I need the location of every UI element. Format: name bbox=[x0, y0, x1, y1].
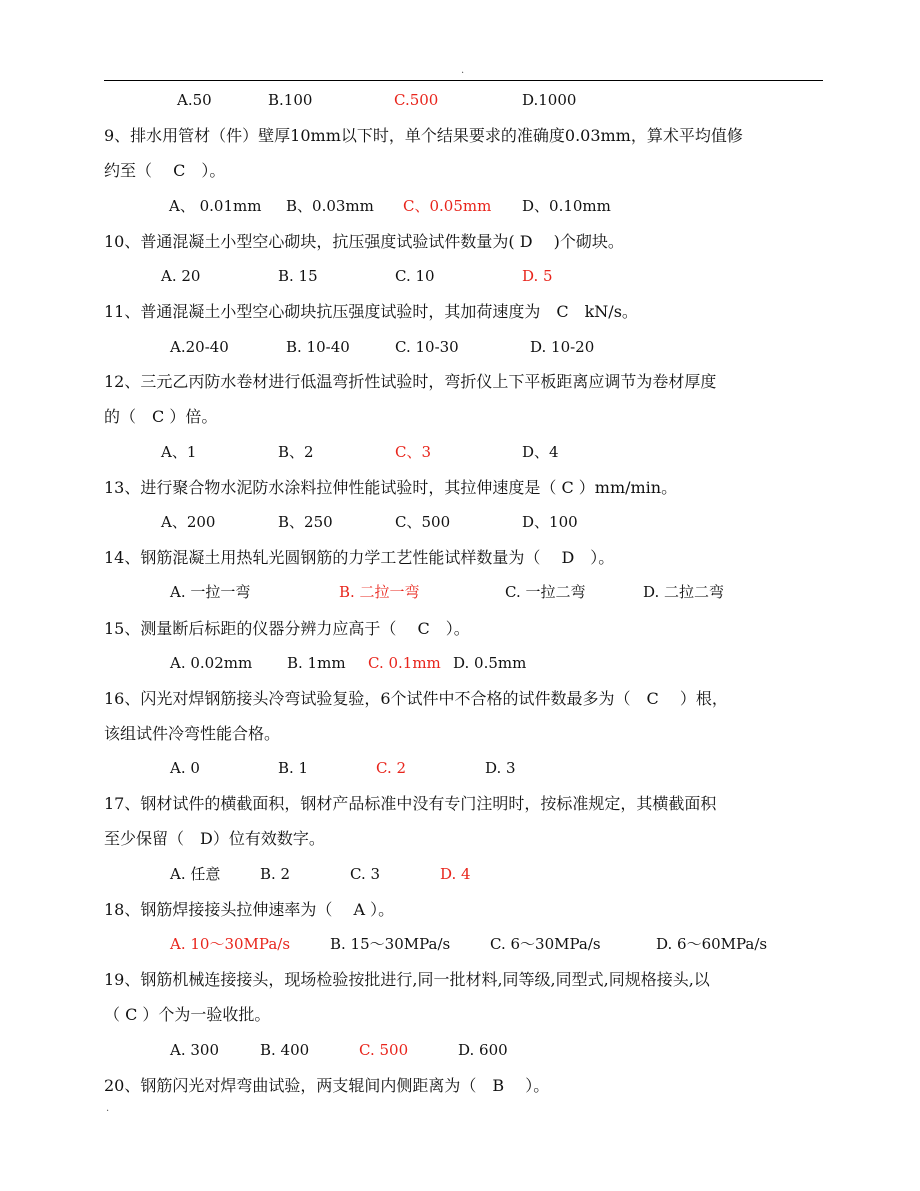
option-b: B. 15～30MPa/s bbox=[330, 935, 451, 953]
option-a: A、1 bbox=[161, 443, 197, 461]
option-d: D. 二拉二弯 bbox=[643, 583, 725, 601]
option-c: C、500 bbox=[395, 513, 451, 531]
option-a: A. 0.02mm bbox=[170, 654, 253, 672]
header-rule bbox=[104, 80, 823, 81]
question-13: 13、进行聚合物水泥防水涂料拉伸性能试验时，其拉伸速度是（ C ）mm/min。 bbox=[104, 478, 678, 497]
footer-dot: . bbox=[106, 1103, 110, 1114]
option-b: B. 10-40 bbox=[286, 338, 350, 356]
option-c-answer: C.500 bbox=[394, 91, 439, 109]
option-d-answer: D. 5 bbox=[522, 267, 553, 285]
question-14: 14、钢筋混凝土用热轧光圆钢筋的力学工艺性能试样数量为（ D ）。 bbox=[104, 548, 615, 567]
option-b: B. 15 bbox=[278, 267, 318, 285]
question-11: 11、普通混凝土小型空心砌块抗压强度试验时，其加荷速度为 C kN/s。 bbox=[104, 302, 638, 321]
option-d-answer: D. 4 bbox=[440, 865, 471, 883]
option-d: D. 0.5mm bbox=[453, 654, 527, 672]
question-16-line-1: 16、闪光对焊钢筋接头冷弯试验复验，6个试件中不合格的试件数最多为（ C ）根， bbox=[104, 689, 728, 708]
option-d: D. 3 bbox=[485, 759, 516, 777]
option-a: A. 20 bbox=[161, 267, 201, 285]
option-c: C. 一拉二弯 bbox=[505, 583, 586, 601]
option-b: B. 400 bbox=[260, 1041, 310, 1059]
question-9-line-1: 9、排水用管材（件）壁厚10mm以下时，单个结果要求的准确度0.03mm，算术平均值修 bbox=[104, 126, 743, 145]
question-17-line-1: 17、钢材试件的横截面积，钢材产品标准中没有专门注明时，按标准规定，其横截面积 bbox=[104, 794, 717, 813]
option-c-answer: C. 0.1mm bbox=[368, 654, 441, 672]
question-16-line-2: 该组试件冷弯性能合格。 bbox=[104, 724, 281, 743]
option-b: B. 2 bbox=[260, 865, 291, 883]
option-b: B.100 bbox=[268, 91, 313, 109]
option-a: A.50 bbox=[177, 91, 212, 109]
option-c: C. 6～30MPa/s bbox=[490, 935, 601, 953]
option-a: A.20-40 bbox=[170, 338, 229, 356]
question-9-line-2: 约至（ C ）。 bbox=[104, 161, 226, 180]
option-d: D、0.10mm bbox=[522, 197, 611, 215]
question-19-line-1: 19、钢筋机械连接接头，现场检验按批进行,同一批材料,同等级,同型式,同规格接头,以 bbox=[104, 970, 710, 989]
question-12-line-1: 12、三元乙丙防水卷材进行低温弯折性试验时，弯折仪上下平板距离应调节为卷材厚度 bbox=[104, 372, 717, 391]
question-19-line-2: （ C ）个为一验收批。 bbox=[104, 1005, 271, 1024]
option-a: A、200 bbox=[161, 513, 216, 531]
question-17-line-2: 至少保留（ D）位有效数字。 bbox=[104, 829, 325, 848]
option-a: A. 0 bbox=[170, 759, 200, 777]
option-b: B. 1mm bbox=[287, 654, 346, 672]
option-d: D. 600 bbox=[458, 1041, 508, 1059]
option-c: C. 10 bbox=[395, 267, 435, 285]
option-a-answer: A. 10～30MPa/s bbox=[170, 935, 291, 953]
option-c: C. 10-30 bbox=[395, 338, 459, 356]
option-b-answer: B. 二拉一弯 bbox=[339, 583, 420, 601]
option-d: D. 6～60MPa/s bbox=[656, 935, 768, 953]
option-a: A. 300 bbox=[170, 1041, 219, 1059]
option-b: B、0.03mm bbox=[286, 197, 374, 215]
question-15: 15、测量断后标距的仪器分辨力应高于（ C ）。 bbox=[104, 619, 470, 638]
option-d: D、100 bbox=[522, 513, 578, 531]
question-20: 20、钢筋闪光对焊弯曲试验，两支辊间内侧距离为（ B ）。 bbox=[104, 1076, 550, 1095]
option-d: D.1000 bbox=[522, 91, 577, 109]
option-a: A. 一拉一弯 bbox=[170, 583, 251, 601]
option-c: C. 3 bbox=[350, 865, 381, 883]
option-c-answer: C. 2 bbox=[376, 759, 407, 777]
question-10: 10、普通混凝土小型空心砌块，抗压强度试验试件数量为( D )个砌块。 bbox=[104, 232, 624, 251]
option-c-answer: C. 500 bbox=[359, 1041, 409, 1059]
option-c-answer: C、0.05mm bbox=[403, 197, 492, 215]
option-d: D. 10-20 bbox=[530, 338, 595, 356]
option-a: A、 0.01mm bbox=[169, 197, 262, 215]
option-a: A. 任意 bbox=[170, 865, 221, 883]
header-dot: . bbox=[461, 65, 465, 76]
question-18: 18、钢筋焊接接头拉伸速率为（ A ）。 bbox=[104, 900, 395, 919]
option-b: B、2 bbox=[278, 443, 314, 461]
option-b: B、250 bbox=[278, 513, 333, 531]
question-12-line-2: 的（ C ）倍。 bbox=[104, 407, 218, 426]
option-d: D、4 bbox=[522, 443, 559, 461]
option-b: B. 1 bbox=[278, 759, 309, 777]
option-c-answer: C、3 bbox=[395, 443, 432, 461]
